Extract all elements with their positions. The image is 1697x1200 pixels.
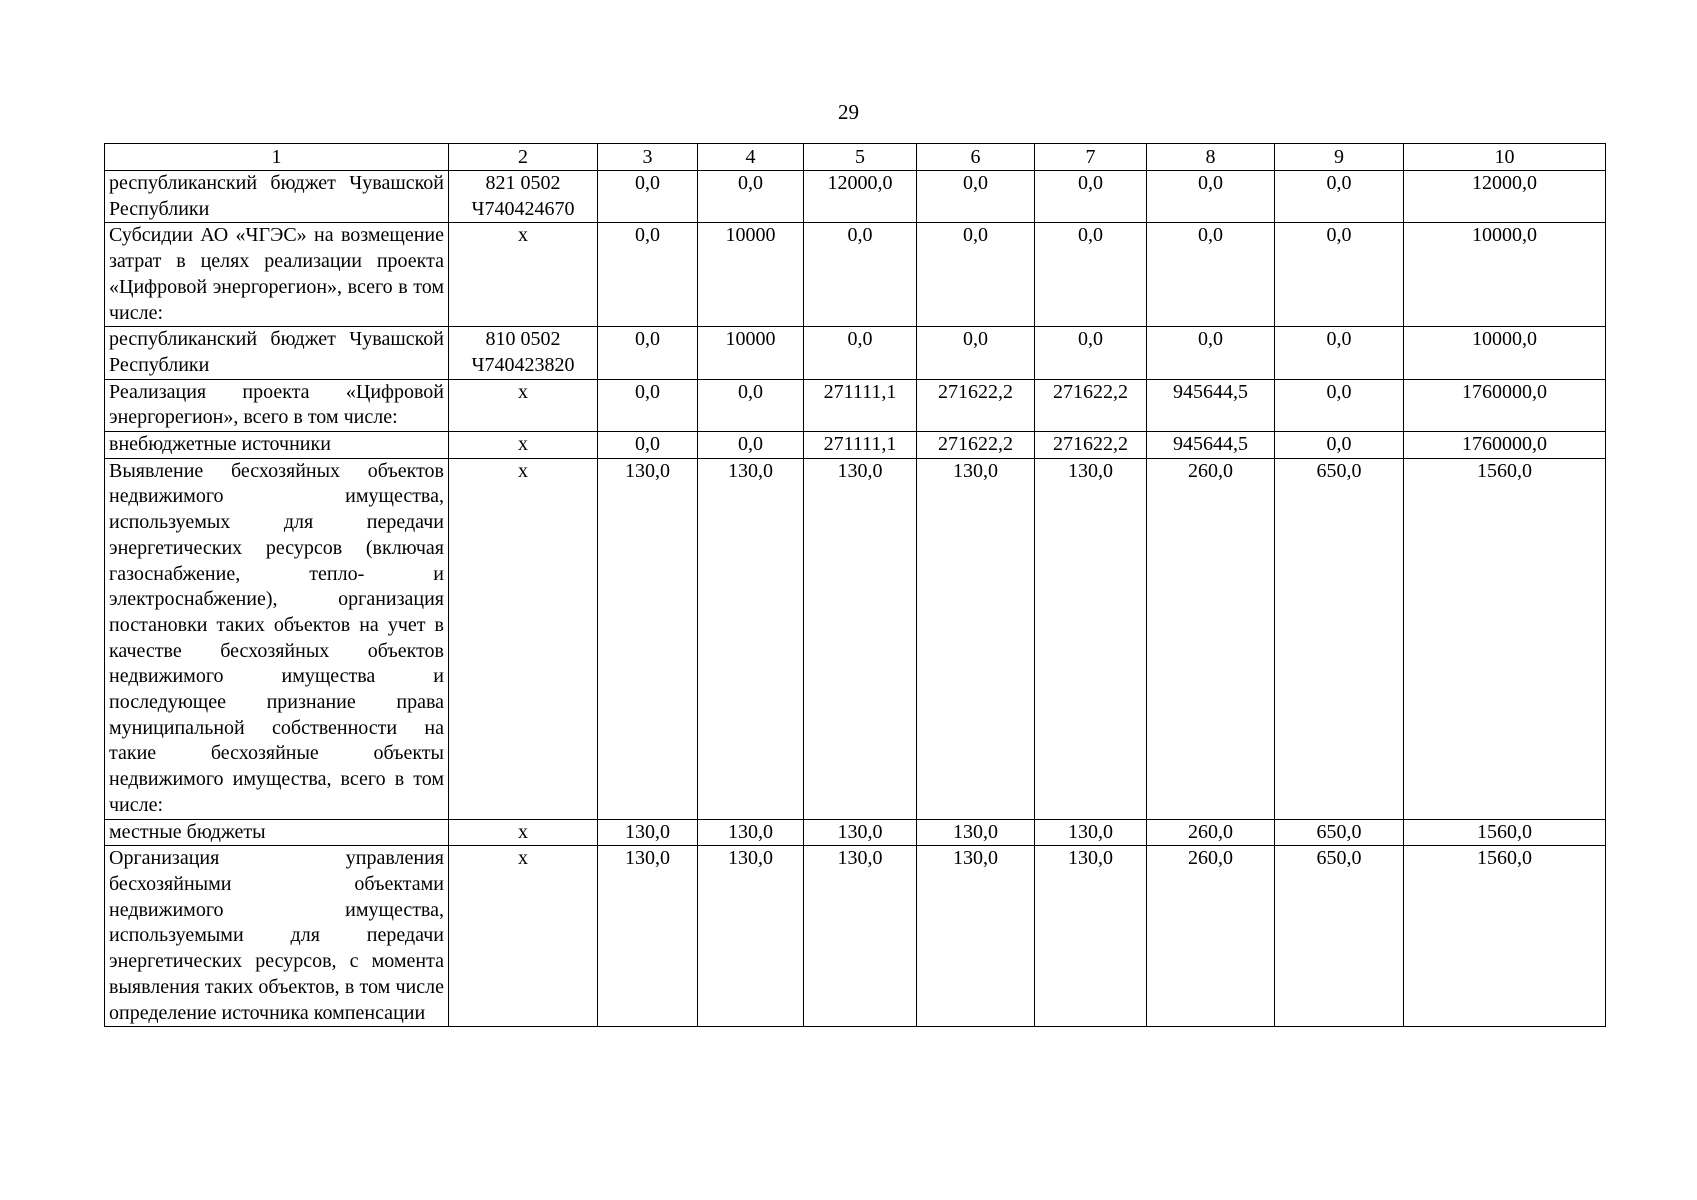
row-description: внебюджетные источники [105, 432, 449, 459]
column-header: 8 [1147, 144, 1275, 171]
row-total: 10000,0 [1404, 223, 1606, 327]
row-value: 260,0 [1147, 458, 1275, 819]
page-number: 29 [838, 100, 859, 124]
row-description: Организация управления бесхозяйными объектами недвижимого имущества, используемыми для передачи энергетических ресурсов, с момента выявления таких объектов, в том числе определение источника компенсации [105, 846, 449, 1027]
row-code: х [449, 846, 598, 1027]
row-code: х [449, 432, 598, 459]
row-value: 945644,5 [1147, 379, 1275, 431]
row-value: 0,0 [804, 327, 917, 379]
row-value: 130,0 [698, 458, 804, 819]
row-value: 130,0 [917, 846, 1035, 1027]
row-value: 10000 [698, 327, 804, 379]
row-value: 130,0 [1035, 846, 1147, 1027]
row-value: 0,0 [1147, 223, 1275, 327]
row-value: 271622,2 [1035, 379, 1147, 431]
row-value: 0,0 [1275, 171, 1404, 223]
row-description: Выявление бесхозяйных объектов недвижимого имущества, используемых для передачи энергетических ресурсов (включая газоснабжение, тепло- и электроснабжение), организация постановки таких объектов на учет в качестве бесхозяйных объектов недвижимого имущества и последующее признание права муниципальной собственности на такие бесхозяйные объекты недвижимого имущества, всего в том числе: [105, 458, 449, 819]
row-total: 1560,0 [1404, 458, 1606, 819]
column-header: 5 [804, 144, 917, 171]
row-value: 0,0 [598, 379, 698, 431]
row-value: 271622,2 [917, 379, 1035, 431]
row-value: 130,0 [917, 458, 1035, 819]
row-code: 821 0502 Ч740424670 [449, 171, 598, 223]
row-code: х [449, 223, 598, 327]
table-row [105, 327, 1606, 379]
row-value: 0,0 [1275, 327, 1404, 379]
row-value: 271111,1 [804, 432, 917, 459]
row-value: 130,0 [698, 819, 804, 846]
row-value: 0,0 [698, 379, 804, 431]
row-value: 0,0 [1275, 223, 1404, 327]
row-value: 260,0 [1147, 819, 1275, 846]
row-description: Субсидии АО «ЧГЭС» на возмещение затрат в целях реализации проекта «Цифровой энергорегион», всего в том числе: [105, 223, 449, 327]
row-value: 0,0 [804, 223, 917, 327]
row-value: 0,0 [598, 223, 698, 327]
row-value: 0,0 [1147, 327, 1275, 379]
table-row [105, 432, 1606, 459]
row-description: Реализация проекта «Цифровой энергорегион», всего в том числе: [105, 379, 449, 431]
row-value: 0,0 [1035, 171, 1147, 223]
row-value: 0,0 [598, 432, 698, 459]
row-value: 130,0 [1035, 819, 1147, 846]
row-total: 1560,0 [1404, 846, 1606, 1027]
table-header-row [105, 144, 1606, 171]
row-value: 0,0 [917, 223, 1035, 327]
row-value: 130,0 [917, 819, 1035, 846]
row-value: 0,0 [1035, 327, 1147, 379]
row-value: 271622,2 [917, 432, 1035, 459]
row-value: 130,0 [804, 819, 917, 846]
row-value: 130,0 [598, 458, 698, 819]
column-header: 6 [917, 144, 1035, 171]
column-header: 7 [1035, 144, 1147, 171]
row-value: 271111,1 [804, 379, 917, 431]
budget-table [104, 143, 1606, 1027]
row-value: 0,0 [1147, 171, 1275, 223]
row-value: 0,0 [598, 171, 698, 223]
row-value: 130,0 [804, 846, 917, 1027]
row-value: 130,0 [698, 846, 804, 1027]
column-header: 9 [1275, 144, 1404, 171]
row-value: 12000,0 [804, 171, 917, 223]
row-description: республиканский бюджет Чувашской Республики [105, 327, 449, 379]
row-value: 0,0 [917, 327, 1035, 379]
row-value: 130,0 [804, 458, 917, 819]
column-header: 10 [1404, 144, 1606, 171]
column-header: 1 [105, 144, 449, 171]
row-value: 0,0 [917, 171, 1035, 223]
row-total: 10000,0 [1404, 327, 1606, 379]
row-value: 650,0 [1275, 458, 1404, 819]
row-code: х [449, 819, 598, 846]
row-value: 0,0 [698, 432, 804, 459]
row-value: 0,0 [1035, 223, 1147, 327]
row-value: 271622,2 [1035, 432, 1147, 459]
row-total: 1560,0 [1404, 819, 1606, 846]
row-value: 0,0 [598, 327, 698, 379]
row-code: 810 0502 Ч740423820 [449, 327, 598, 379]
row-total: 1760000,0 [1404, 379, 1606, 431]
row-value: 130,0 [598, 819, 698, 846]
table-row [105, 819, 1606, 846]
table-row [105, 379, 1606, 431]
column-header: 4 [698, 144, 804, 171]
row-code: х [449, 379, 598, 431]
row-value: 10000 [698, 223, 804, 327]
row-description: местные бюджеты [105, 819, 449, 846]
row-total: 12000,0 [1404, 171, 1606, 223]
row-value: 0,0 [1275, 379, 1404, 431]
column-header: 2 [449, 144, 598, 171]
row-value: 260,0 [1147, 846, 1275, 1027]
row-value: 650,0 [1275, 846, 1404, 1027]
row-value: 130,0 [598, 846, 698, 1027]
table-row [105, 846, 1606, 1027]
row-total: 1760000,0 [1404, 432, 1606, 459]
table-row [105, 458, 1606, 819]
column-header: 3 [598, 144, 698, 171]
row-value: 650,0 [1275, 819, 1404, 846]
table-row [105, 171, 1606, 223]
row-value: 0,0 [698, 171, 804, 223]
row-description: республиканский бюджет Чувашской Республики [105, 171, 449, 223]
row-code: х [449, 458, 598, 819]
table-row [105, 223, 1606, 327]
row-value: 945644,5 [1147, 432, 1275, 459]
row-value: 130,0 [1035, 458, 1147, 819]
row-value: 0,0 [1275, 432, 1404, 459]
